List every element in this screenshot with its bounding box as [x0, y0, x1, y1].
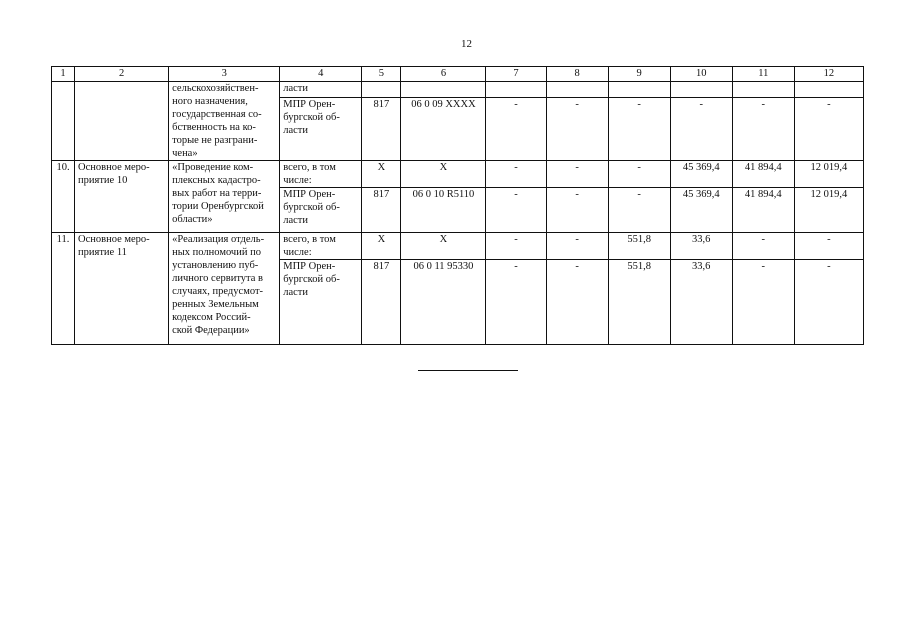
activity-title-cell-line: случаях, предусмот-	[172, 286, 264, 297]
value-cell-9: -	[608, 97, 670, 160]
value-cell-11: 41 894,4	[732, 161, 794, 188]
activity-title-cell-line: торые не разграни-	[172, 135, 258, 146]
row-number-cell: 10.	[52, 161, 75, 233]
column-header: 1	[52, 67, 75, 82]
value-cell-10	[670, 82, 732, 98]
activity-title-cell	[169, 161, 280, 233]
executor-cell-line: ласти	[283, 124, 309, 136]
activity-title-cell-line: ской Федерации»	[172, 325, 250, 336]
column-header: 6	[401, 67, 486, 82]
activity-title-cell	[169, 233, 280, 345]
activity-cell-line: Основное меро-	[78, 234, 150, 245]
activity-title-cell-line: области»	[172, 214, 213, 225]
value-cell-8	[546, 82, 608, 98]
budget-code-cell: X	[401, 233, 486, 260]
column-header: 5	[362, 67, 401, 82]
value-cell-12: 12 019,4	[794, 161, 863, 188]
value-cell-11: 41 894,4	[732, 188, 794, 233]
value-cell-11: -	[732, 260, 794, 345]
executor-cell	[280, 233, 362, 260]
activity-title-cell-line: личного сервитута в	[172, 273, 263, 284]
activity-cell	[75, 233, 169, 345]
value-cell-8: -	[546, 233, 608, 260]
value-cell-10: 45 369,4	[670, 161, 732, 188]
executor-cell	[280, 161, 362, 188]
value-cell-10: 33,6	[670, 233, 732, 260]
value-cell-10: -	[670, 97, 732, 160]
column-header: 8	[546, 67, 608, 82]
executor-cell-line: бургской об-	[283, 202, 340, 213]
grbs-code-cell: 817	[362, 188, 401, 233]
value-cell-7: -	[486, 97, 546, 160]
executor-cell	[280, 97, 362, 160]
executor-cell-line: МПР Орен-	[283, 98, 336, 110]
value-cell-7	[486, 82, 546, 98]
activity-title-cell-line: кодексом Россий-	[172, 312, 251, 323]
executor-cell-line: ласти	[283, 287, 309, 298]
row-number-cell: 11.	[52, 233, 75, 345]
executor-cell	[280, 260, 362, 345]
value-cell-7: -	[486, 233, 546, 260]
value-cell-12: -	[794, 233, 863, 260]
table-row	[52, 161, 864, 188]
activity-cell	[75, 82, 169, 161]
activity-title-cell	[169, 82, 280, 161]
activity-cell	[75, 161, 169, 233]
value-cell-8: -	[546, 260, 608, 345]
grbs-code-cell: X	[362, 233, 401, 260]
budget-code-cell: X	[401, 161, 486, 188]
header-row	[52, 67, 864, 82]
executor-cell-line: ласти	[283, 215, 309, 226]
executor-cell-line: бургской об-	[283, 274, 340, 285]
grbs-code-cell	[362, 82, 401, 98]
value-cell-8: -	[546, 188, 608, 233]
table-row	[52, 82, 864, 98]
executor-cell-line: МПР Орен-	[283, 261, 336, 272]
activity-title-cell-line: государственная со-	[172, 109, 262, 120]
value-cell-12: 12 019,4	[794, 188, 863, 233]
value-cell-9	[608, 82, 670, 98]
grbs-code-cell: X	[362, 161, 401, 188]
table-row	[52, 233, 864, 260]
activity-title-cell-line: ных полномочий по	[172, 247, 261, 258]
activity-title-cell-line: чена»	[172, 148, 198, 159]
executor-cell	[280, 82, 362, 98]
executor-cell	[280, 188, 362, 233]
executor-cell-line: числе:	[283, 175, 312, 186]
grbs-code-cell: 817	[362, 260, 401, 345]
value-cell-11: -	[732, 233, 794, 260]
activity-title-cell-line: ренных Земельным	[172, 299, 259, 310]
value-cell-12: -	[794, 97, 863, 160]
row-number-cell	[52, 82, 75, 161]
grbs-code-cell: 817	[362, 97, 401, 160]
activity-title-cell-line: ного назначения,	[172, 96, 248, 107]
value-cell-8: -	[546, 161, 608, 188]
value-cell-12	[794, 82, 863, 98]
activity-title-cell-line: тории Оренбургской	[172, 201, 264, 212]
end-rule	[418, 370, 518, 371]
value-cell-9: -	[608, 188, 670, 233]
value-cell-11	[732, 82, 794, 98]
executor-cell-line: всего, в том	[283, 234, 336, 245]
column-header: 7	[486, 67, 546, 82]
activity-cell-line: Основное меро-	[78, 162, 150, 173]
value-cell-9: -	[608, 161, 670, 188]
budget-code-cell: 06 0 09 XXXX	[401, 97, 486, 160]
value-cell-12: -	[794, 260, 863, 345]
activity-title-cell-line: «Проведение ком-	[172, 162, 254, 173]
activity-title-cell-line: бственность на ко-	[172, 122, 256, 133]
budget-code-cell: 06 0 10 R5110	[401, 188, 486, 233]
column-header: 3	[169, 67, 280, 82]
activity-cell-line: приятие 11	[78, 247, 127, 258]
activity-title-cell-line: вых работ на терри-	[172, 188, 262, 199]
activity-cell-line: приятие 10	[78, 175, 128, 186]
value-cell-7: -	[486, 188, 546, 233]
value-cell-9: 551,8	[608, 233, 670, 260]
column-header: 4	[280, 67, 362, 82]
activity-title-cell-line: установлению пуб-	[172, 260, 259, 271]
column-header: 2	[75, 67, 169, 82]
executor-cell-line: ласти	[283, 83, 309, 94]
value-cell-11: -	[732, 97, 794, 160]
value-cell-10: 45 369,4	[670, 188, 732, 233]
page-number: 12	[461, 38, 472, 50]
activity-title-cell-line: сельскохозяйствен-	[172, 83, 259, 94]
executor-cell-line: МПР Орен-	[283, 189, 336, 200]
value-cell-7: -	[486, 260, 546, 345]
column-header: 10	[670, 67, 732, 82]
column-header: 9	[608, 67, 670, 82]
table-body	[52, 82, 864, 345]
executor-cell-line: всего, в том	[283, 162, 336, 173]
activity-title-cell-line: плексных кадастро-	[172, 175, 261, 186]
column-header: 12	[794, 67, 863, 82]
program-activities-table	[51, 66, 864, 345]
column-header: 11	[732, 67, 794, 82]
value-cell-7: -	[486, 161, 546, 188]
value-cell-8: -	[546, 97, 608, 160]
activity-title-cell-line: «Реализация отдель-	[172, 234, 265, 245]
executor-cell-line: числе:	[283, 247, 312, 258]
value-cell-9: 551,8	[608, 260, 670, 345]
executor-cell-line: бургской об-	[283, 111, 340, 123]
value-cell-10: 33,6	[670, 260, 732, 345]
budget-code-cell	[401, 82, 486, 98]
budget-code-cell: 06 0 11 95330	[401, 260, 486, 345]
